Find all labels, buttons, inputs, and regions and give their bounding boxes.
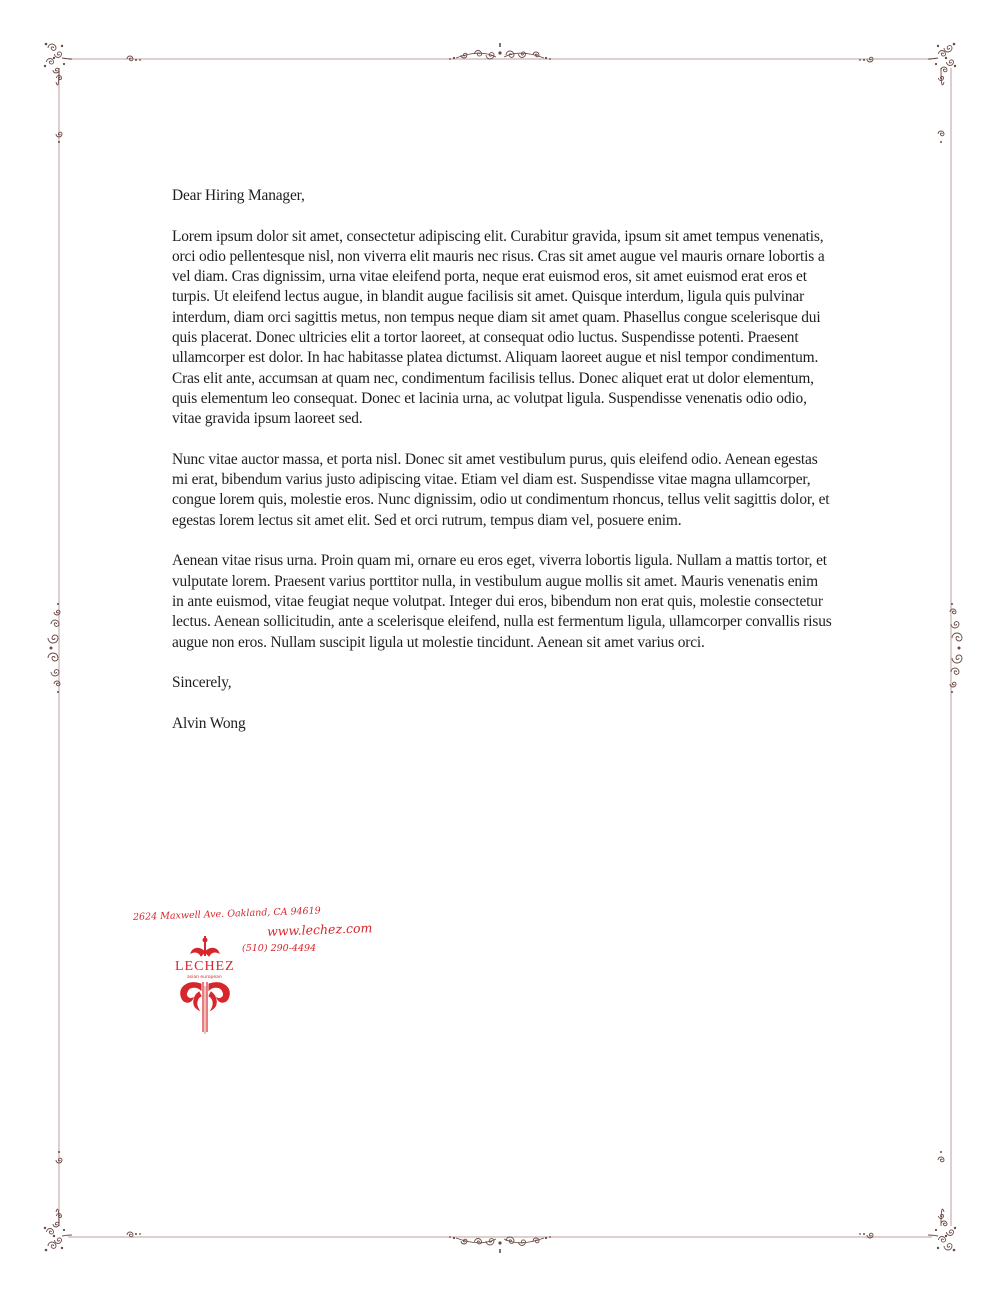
center-ornament-top (453, 57, 455, 59)
letterhead-phone: (510) 290-4494 (242, 943, 317, 954)
corner-ornament-top-left (48, 44, 56, 50)
corner-ornament-bottom-left (47, 1229, 54, 1235)
corner-ornament-bottom-left (56, 1209, 59, 1226)
corner-ornament-top-left (44, 65, 46, 67)
center-ornament-top (545, 57, 547, 59)
brand-name: LECHEZ (175, 959, 235, 974)
side-ornament-left (57, 603, 59, 605)
corner-ornament-top-right (940, 141, 942, 143)
corner-ornament-bottom-left (61, 1247, 63, 1249)
corner-ornament-top-right (939, 51, 946, 57)
corner-ornament-top-right (947, 60, 954, 66)
side-ornament-right (952, 633, 962, 641)
corner-ornament-top-left (58, 141, 60, 143)
center-ornament-bottom (545, 1237, 547, 1239)
corner-ornament-bottom-right (863, 1233, 865, 1235)
corner-ornament-bottom-right (937, 1247, 939, 1249)
corner-ornament-top-left (139, 59, 141, 61)
side-ornament-left (51, 670, 59, 676)
corner-ornament-bottom-left (135, 1233, 137, 1235)
corner-ornament-top-right (935, 63, 937, 65)
letter-body (172, 186, 832, 754)
corner-ornament-bottom-right (859, 1233, 861, 1235)
corner-ornament-bottom-left (45, 1249, 48, 1252)
corner-ornament-top-right (941, 67, 947, 72)
center-ornament-bottom (449, 1236, 451, 1238)
corner-ornament-top-left (47, 59, 54, 65)
closing: Sincerely, (172, 674, 232, 692)
corner-ornament-bottom-left (53, 1235, 55, 1237)
side-ornament-left (48, 635, 58, 643)
corner-ornament-bottom-right (944, 1244, 952, 1250)
side-ornament-left (50, 647, 53, 650)
paragraph-1: Lorem ipsum dolor sit amet, consectetur adipiscing elit. Curabitur gravida, ipsum sit amet tempus venenatis, orci odio pellentesque nisl, non viverra elit mauris nec risus. Cras sit amet augue vel mauris ornare lobortis a vel diam. Cras dignissim, urna vitae eleifend porta, neque erat euismod eros, sit amet euismod erat eros et turpis. Ut eleifend lectus augue, in blandit augue facilisis sit amet. Quisque interdum, ligula quis pulvinar interdum, diam orci sagittis metus, non tempus neque diam sit amet quam. Phasellus congue scelerisque dui quis placerat. Donec ultricies elit a tortor laoreet, at consequat odio luctus. Suspendisse potenti. Praesent ullamcorper est dolor. In hac habitasse platea dictumst. Aliquam laoreet augue et nisl tempor condimentum. Cras elit ante, accumsan at quam nec, condimentum facilisis tellus. Donec aliquet erat ut dolor elementum, quis elementum leo consequat. Donec et lacinia urna, ac volutpat ligula. Suspendisse venenatis odio odio, vitae gravida ipsum laoreet sed. (172, 227, 825, 428)
side-ornament-right (952, 655, 962, 663)
center-ornament-top (449, 58, 451, 60)
corner-ornament-bottom-left (63, 1229, 65, 1231)
corner-ornament-bottom-left (48, 1242, 56, 1248)
corner-ornament-bottom-right (954, 1227, 956, 1229)
paragraph-3: Aenean vitae risus urna. Proin quam mi, ornare eu eros eget, viverra lobortis ligula. Nullam a mattis tortor, et vulputate lorem. Praesent varius porttitor nulla, in vestibulum augue mollis sit amet. Mauris venenatis enim in ante euismod, vitae feugiat neque volutpat. Integer dui eros, bibendum non erat quis, molestie consectetur lectus. Aenean sollicitudin, ante a scelerisque eleifend, nulla est fermentum ligula, ullamcorper convallis risus augue non eros. Nullam suscipit ligula ut molestie tincidunt. Aenean sit amet varius orci. (172, 552, 832, 651)
corner-ornament-top-left (63, 63, 65, 65)
side-ornament-left (51, 620, 59, 626)
corner-ornament-bottom-left (62, 1235, 72, 1236)
corner-ornament-bottom-left (55, 1238, 62, 1244)
corner-ornament-top-right (937, 45, 939, 47)
side-ornament-right (951, 622, 959, 628)
corner-ornament-top-right (954, 65, 956, 67)
corner-ornament-bottom-left (139, 1233, 141, 1235)
corner-ornament-bottom-left (58, 1151, 60, 1153)
corner-ornament-bottom-right (941, 1221, 947, 1226)
center-ornament-top (549, 58, 551, 60)
corner-ornament-bottom-left (44, 1227, 46, 1229)
corner-ornament-top-right (953, 43, 956, 46)
corner-ornament-top-left (55, 52, 62, 58)
corner-ornament-top-left (53, 68, 59, 73)
signature: Alvin Wong (172, 714, 246, 732)
lechez-logo-icon (165, 934, 245, 1034)
corner-ornament-top-right (863, 59, 865, 61)
letterhead-website[interactable]: www.lechez.com (266, 920, 373, 939)
corner-ornament-top-right (938, 131, 944, 136)
corner-ornament-bottom-right (935, 1229, 937, 1231)
corner-ornament-top-right (945, 57, 947, 59)
side-ornament-right (951, 603, 953, 605)
corner-ornament-bottom-left (127, 1232, 133, 1237)
greeting: Dear Hiring Manager, (172, 187, 305, 204)
side-ornament-right (951, 691, 953, 693)
corner-ornament-top-left (45, 43, 48, 46)
letterhead (125, 905, 395, 1042)
corner-ornament-top-left (61, 45, 63, 47)
corner-ornament-bottom-right (928, 1235, 938, 1236)
center-ornament-bottom (498, 1241, 501, 1244)
center-ornament-bottom (453, 1237, 455, 1239)
corner-ornament-top-right (859, 59, 861, 61)
corner-ornament-bottom-right (947, 1230, 954, 1236)
letterhead-address: 2624 Maxwell Ave. Oakland, CA 94619 (132, 905, 321, 923)
center-ornament-bottom (475, 1239, 482, 1245)
corner-ornament-top-right (944, 46, 952, 52)
side-ornament-right (951, 668, 959, 674)
corner-ornament-bottom-right (953, 1249, 956, 1252)
corner-ornament-bottom-right (945, 1235, 947, 1237)
center-ornament-top (498, 51, 501, 54)
corner-ornament-bottom-right (940, 1151, 942, 1153)
corner-ornament-bottom-right (939, 1237, 946, 1243)
side-ornament-left (57, 691, 59, 693)
side-ornament-right (958, 647, 961, 650)
corner-ornament-bottom-right (938, 1157, 944, 1162)
center-ornament-top (519, 52, 526, 58)
side-ornament-left (48, 653, 58, 661)
corner-ornament-bottom-left (53, 1222, 59, 1227)
center-ornament-bottom (549, 1236, 551, 1238)
paragraph-2: Nunc vitae auctor massa, et porta nisl. Donec sit amet vestibulum purus, quis eleifend odio. Aenean egestas mi erat, bibendum varius justo adipiscing vitae. Etiam vel diam est. Suspendisse vitae magna ullamcorper, congue lorem quis, molestie eros. Nunc dignissim, odio ut condimentum rhoncus, tellus velit sagittis dolor, et egestas lorem lectus sit amet elit. Sed et orci rutrum, tempus diam vel, posuere enim. (172, 450, 830, 529)
corner-ornament-top-left (135, 59, 137, 61)
corner-ornament-top-left (53, 57, 55, 59)
brand-tagline: asian european (187, 975, 222, 980)
